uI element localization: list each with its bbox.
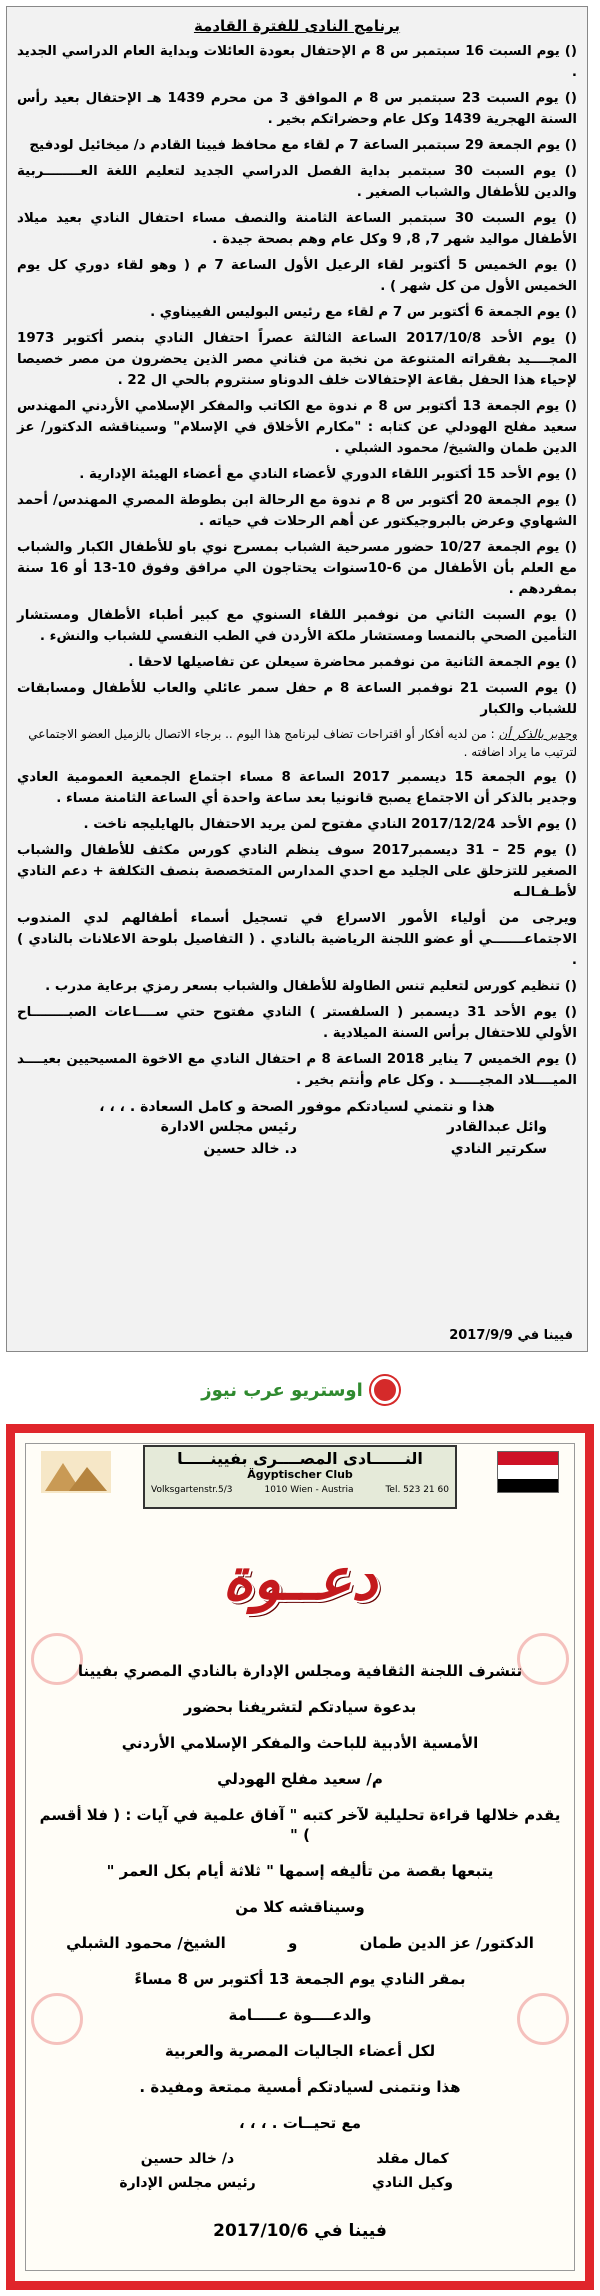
program-items-2 — [17, 767, 577, 1091]
note-lead: وجدير بالذكر أن — [498, 727, 577, 741]
invitation-line: مع تحيــات . ، ، ، — [239, 2114, 361, 2132]
program-item: () يوم الجمعة الثانية من نوفمبر محاضرة سيعلن عن تفاصيلها لاحقا . — [128, 655, 577, 670]
invitation-line: يقدم خلالها قراءة تحليلية لآخر كتبه " آفاق علمية في آيات : ( فلا أقسم ) " — [39, 1806, 561, 1844]
invitation-body — [35, 1653, 565, 2191]
invitation-line: الأمسية الأدبية للباحث والمفكر الإسلامي الأردني — [121, 1734, 479, 1752]
closing-line: هذا و نتمني لسيادتكم موفور الصحة و كامل السعادة . ، ، ، — [99, 1099, 495, 1115]
brand-logo-icon — [371, 1376, 399, 1404]
signature-role: رئيس مجلس الادارة — [160, 1119, 297, 1135]
program-item: () يوم الخميس 7 يناير 2018 الساعة 8 م احتفال النادي مع الاخوة المسيحيين بعيــــد الميــــلاد المجيـــــد . وكل عام وأنتم بخير . — [17, 1052, 577, 1088]
invitation-line: هذا ونتمنى لسيادتكم أمسية ممتعة ومفيدة . — [139, 2078, 461, 2096]
program-items — [17, 41, 577, 720]
program-item: () يوم السبت 30 سبتمبر بداية الفصل الدراسي الجديد لتعليم اللغة العــــــــربية والدين للأطفال والشباب الصغير . — [17, 164, 577, 200]
program-item: () تنظيم كورس لتعليم تنس الطاولة للأطفال والشباب بسعر رمزي برعاية مدرب . — [45, 979, 577, 994]
note-text: : من لديه أفكار أو اقتراحات تضاف لبرنامج هذا اليوم .. برجاء الاتصال بالزميل العضو الاجتماعي لترتيب ما يراد اضافته . — [28, 727, 577, 759]
invitation-heading: دعــوة — [222, 1545, 378, 1613]
program-item: () يوم السبت الثاني من نوفمبر اللقاء السنوي مع كبير أطباء الأطفال ومستشار التأمين الصحي بالنمسا ومستشار ملكة الأردن في الطب النفسي للشباب والنشء . — [17, 608, 577, 644]
signature-name: د. خالد حسين — [203, 1141, 297, 1157]
venue-line: بمقر النادي يوم الجمعة 13 أكتوبر س 8 مساءً — [134, 1970, 466, 1988]
invitation-line: وسيناقشه كلا من — [235, 1898, 365, 1916]
program-item: () يوم الجمعة 6 أكتوبر س 7 م لقاء مع رئيس البوليس الفييناوي . — [150, 305, 577, 320]
program-item: () يوم السبت 30 سبتمبر الساعة الثامنة والنصف مساء احتفال النادي بعيد ميلاد الأطفال مواليد شهر 7, 8, 9 وكل عام وهم بصحة جيدة . — [17, 211, 577, 247]
program-item: () يوم الأحد 2017/10/8 الساعة الثالثة عصراً احتفال النادي بنصر أكتوبر 1973 المجــــيد بفقراته المتنوعة من نخبة من فناني مصر الذين يحضرون من مصر خصيصا لإحياء هذا الحفل بقاعة الإحتفالات خلف الدوناو سنتروم بالحي ال 22 . — [17, 331, 577, 388]
program-item: () يوم الأحد 31 ديسمبر ( السلفستر ) النادي مفتوح حتي ســــاعات الصبــــــــاح الأولي للاحتفال برأس السنة الميلادية . — [17, 1005, 577, 1041]
invitation-line: تتشرف اللجنة الثقافية ومجلس الإدارة بالنادي المصري بفيينا — [77, 1662, 523, 1680]
invitation-signatures — [75, 2151, 525, 2191]
egypt-flag-icon — [497, 1451, 559, 1493]
club-street: Volksgartenstr.5/3 — [151, 1485, 233, 1495]
club-name-de: Ägyptischer Club — [247, 1468, 353, 1481]
invitation-line: م/ سعيد مفلح الهودلي — [217, 1770, 383, 1788]
signature-name: كمال مقلد — [376, 2151, 449, 2167]
program-item: () يوم الجمعة 20 أكتوبر س 8 م ندوة مع الرحالة ابن بطوطة المصري المهندس/ أحمد الشهاوي وعرض بالبروجيكتور عن أهم الرحلات في حياته . — [17, 493, 578, 529]
invitation-date: فيينا في 2017/10/6 — [213, 2221, 387, 2241]
program-title: برنامج النادى للفترة القادمة — [193, 17, 401, 35]
invitation-card — [6, 1424, 594, 2290]
program-item: () يوم السبت 16 سبتمبر س 8 م الإحتفال بعودة العائلات وبداية العام الدراسي الجديد . — [17, 44, 577, 80]
invitation-line: يتبعها بقصة من تأليفه إسمها " ثلاثة أيام بكل العمر " — [106, 1862, 494, 1880]
document-date: فيينا في 2017/9/9 — [449, 1328, 573, 1343]
signature-name: وائل عبدالقادر — [446, 1119, 547, 1135]
signatures — [47, 1119, 547, 1157]
club-nameplate — [143, 1445, 457, 1509]
club-city: 1010 Wien - Austria — [264, 1485, 354, 1495]
general-invite: والدعــــوة عـــــامة — [228, 2006, 372, 2024]
program-item: () يوم الأحد 15 أكتوبر اللقاء الدوري لأعضاء النادي مع أعضاء الهيئة الإدارية . — [79, 467, 577, 482]
program-item: () يوم السبت 21 نوفمبر الساعة 8 م حفل سمر عائلي والعاب للأطفال ومسابقات للشباب والكبار — [17, 681, 577, 717]
club-address — [145, 1485, 455, 1495]
program-item: () يوم الجمعة 13 أكتوبر س 8 م ندوة مع الكاتب والمفكر الإسلامي الأردني المهندس سعيد مفلح الهودلي عن كتابه : "مكارم الأخلاق في الإسلام" وسيناقشه الدكتور/ عز الدين طمان والشيخ/ محمود الشبلي . — [17, 399, 578, 456]
pyramids-icon — [41, 1451, 111, 1493]
program-item: () يوم 25 – 31 ديسمبر2017 سوف ينظم النادي كورس مكثف للأطفال والشباب الصغير للتزحلق على الجليد مع احدي المدارس المتخصصة بنصف التكلفة + دعم النادي لأطـفـالـه — [17, 843, 577, 900]
signature-role: وكيل النادي — [372, 2175, 453, 2191]
invitation-line: بدعوة سيادتكم لتشريفنا بحضور — [183, 1698, 417, 1716]
signature-name: د/ خالد حسين — [140, 2151, 235, 2167]
brand-name: اوستريو عرب نيوز — [201, 1379, 363, 1401]
club-name-ar: النــــــادى المصــــرى بفيينـــــا — [177, 1449, 423, 1468]
discussant-and: و — [288, 1934, 298, 1952]
program-item: () يوم الجمعة 15 ديسمبر 2017 الساعة 8 مساء اجتماع الجمعية العمومية العادي وجدير بالذكر أن الاجتماع يصبح قانونيا بعد ساعة واحدة أي الساعة الثامنة مساء . — [17, 770, 577, 806]
program-item: () يوم الجمعة 10/27 حضور مسرحية الشباب بمسرح نوي باو للأطفال الكبار والشباب مع العلم بأن الأطفال من 6-10سنوات يحتاجون الي مرافق وفوق 10-13 أو 16 سنة بمفردهم . — [17, 540, 577, 597]
discussants — [35, 1925, 565, 1961]
program-item: () يوم الجمعة 29 سبتمبر الساعة 7 م لقاء مع محافظ فيينا القادم د/ ميخائيل لودفيج — [29, 138, 577, 153]
note — [17, 725, 577, 761]
signature-role: سكرتير النادي — [450, 1141, 547, 1157]
program-item: () يوم الخميس 5 أكتوبر لقاء الرعيل الأول الساعة 7 م ( وهو لقاء دوري كل يوم الخميس الأول من كل شهر ) . — [17, 258, 578, 294]
invitation-line: لكل أعضاء الجاليات المصرية والعربية — [164, 2042, 436, 2060]
program-item: () يوم الأحد 2017/12/24 النادي مفتوح لمن يريد الاحتفال بالهايليجه ناخت . — [83, 817, 577, 832]
program-document — [6, 6, 588, 1352]
discussant: الشيخ/ محمود الشبلي — [66, 1934, 226, 1952]
signature-role: رئيس مجلس الإدارة — [119, 2175, 256, 2191]
club-phone: Tel. 523 21 60 — [385, 1485, 449, 1495]
discussant: الدكتور/ عز الدين طمان — [359, 1934, 534, 1952]
program-item: () يوم السبت 23 سبتمبر س 8 م الموافق 3 من محرم 1439 هـ الإحتفال بعيد رأس السنة الهجرية 1439 وكل عام وحضراتكم بخير . — [17, 91, 577, 127]
program-item: ويرجى من أولياء الأمور الاسراع في تسجيل أسماء أطفالهم لدي المندوب الاجتماعـــــــي أو عضو اللجنة الرياضية بالنادي . ( التفاصيل بلوحة الاعلانات بالنادي ) . — [17, 911, 577, 968]
club-header — [33, 1445, 567, 1519]
news-brand — [0, 1362, 600, 1418]
